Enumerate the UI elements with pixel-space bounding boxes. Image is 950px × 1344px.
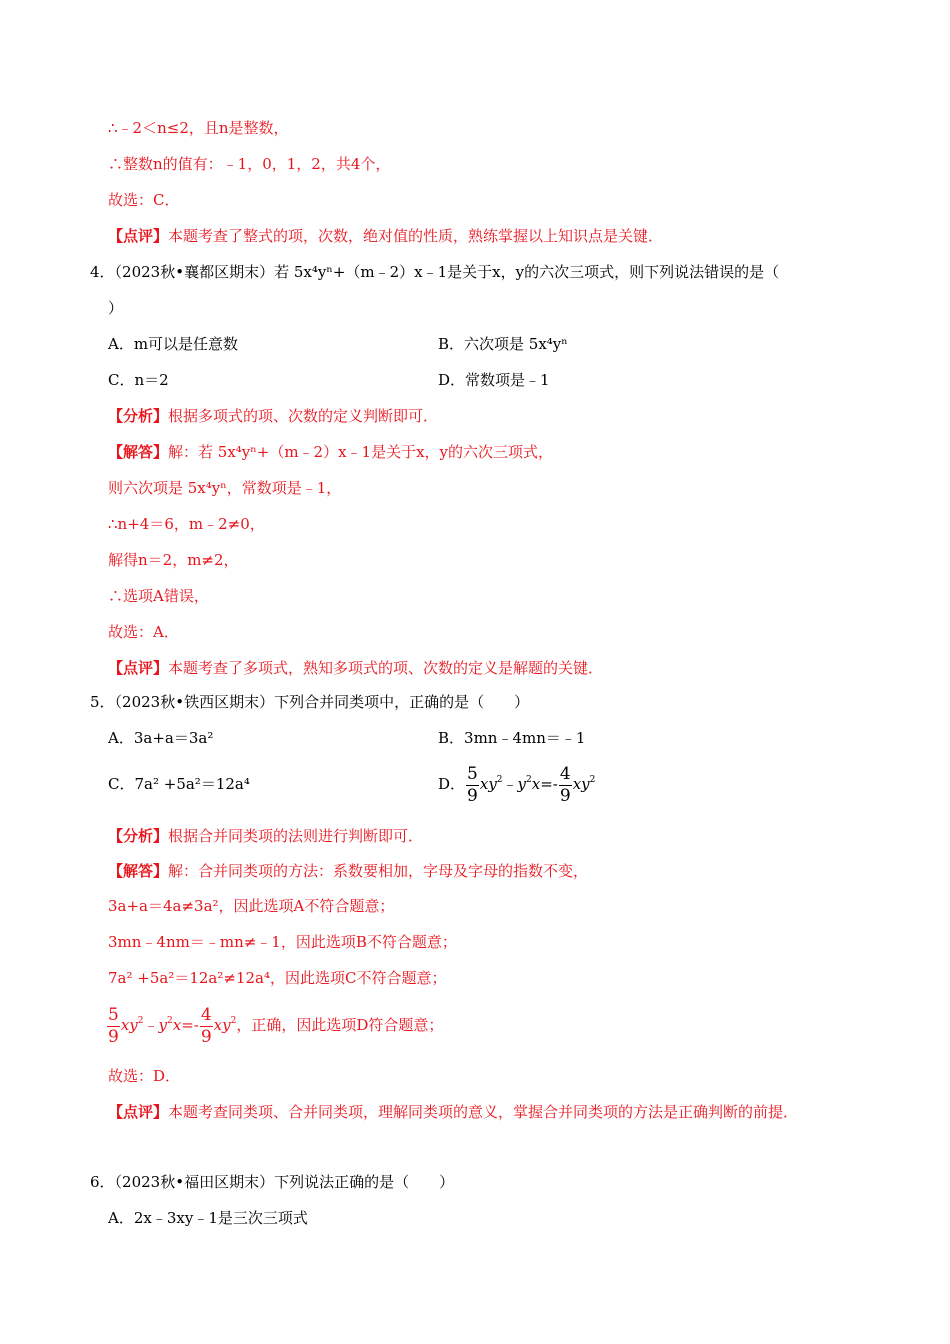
solution-line: ∴﹣2＜n≤2，且n是整数， — [108, 119, 289, 137]
fraction-4-9: $\frac{4}{9}$ — [200, 1004, 212, 1047]
solution-line-fraction: $\frac{5}{9}$ $xy^2﹣y^2x=-$ $\frac{4}{9}$ $xy^2$，正确，因此选项D符合题意； — [108, 1004, 444, 1047]
question-5-stem — [90, 692, 529, 712]
comment-text: 本题考查了整式的项，次数，绝对值的性质，熟练掌握以上知识点是关键． — [168, 227, 664, 245]
solution-text: ，正确，因此选项D符合题意； — [236, 1016, 444, 1034]
comment-line — [108, 226, 663, 246]
option-a: A．2x﹣3xy﹣1是三次三项式 — [108, 1209, 308, 1227]
question-number: 5． — [90, 693, 115, 711]
solution-line: 故选：D． — [108, 1067, 181, 1085]
answer-line — [108, 861, 588, 881]
fraction-4-9: $\frac{4}{9}$ — [559, 763, 571, 806]
solution-line: 解得n＝2，m≠2， — [108, 551, 239, 569]
question-text: （2023秋•福田区期末）下列说法正确的是（ ） — [114, 1173, 455, 1191]
comment-tag: 【点评】 — [108, 1103, 169, 1121]
question-4-stem-end: ） — [108, 299, 124, 317]
solution-line: 故选：A． — [108, 623, 179, 641]
solution-line: 故选：C． — [108, 191, 180, 209]
analysis-tag: 【分析】 — [108, 827, 169, 845]
comment-text: 本题考查同类项、合并同类项，理解同类项的意义，掌握合并同类项的方法是正确判断的前提． — [168, 1103, 799, 1121]
solution-line: ∴选项A错误， — [108, 587, 209, 605]
solution-line: 7a² +5a²＝12a²≠12a⁴，因此选项C不符合题意； — [108, 969, 447, 987]
fraction-5-9: $\frac{5}{9}$ — [467, 763, 478, 806]
answer-tag: 【解答】 — [108, 862, 169, 880]
fraction-5-9: $\frac{5}{9}$ — [108, 1004, 119, 1047]
question-6-stem — [90, 1172, 454, 1192]
comment-text: 本题考查了多项式，熟知多项式的项、次数的定义是解题的关键． — [168, 659, 604, 677]
analysis-text: 根据多项式的项、次数的定义判断即可． — [168, 407, 439, 425]
answer-text: 解：合并同类项的方法：系数要相加，字母及字母的指数不变， — [168, 862, 589, 880]
solution-line: 3a+a＝4a≠3a²，因此选项A不符合题意； — [108, 897, 395, 915]
option-c: C．n＝2 — [108, 371, 169, 389]
solution-line: ∴n+4＝6，m﹣2≠0， — [108, 515, 265, 533]
comment-tag: 【点评】 — [108, 227, 169, 245]
analysis-tag: 【分析】 — [108, 407, 169, 425]
question-text: （2023秋•铁西区期末）下列合并同类项中，正确的是（ ） — [114, 693, 530, 711]
question-number: 4． — [90, 263, 115, 281]
comment-tag: 【点评】 — [108, 659, 169, 677]
option-b: B．六次项是 5x⁴yⁿ — [438, 335, 568, 353]
comment-line — [108, 1102, 798, 1122]
option-d: D．常数项是﹣1 — [438, 371, 550, 389]
question-text: （2023秋•襄都区期末）若 5x⁴yⁿ+（m﹣2）x﹣1是关于x，y的六次三项式，则下列说法错误的是（ — [114, 263, 780, 281]
solution-line: 3mn﹣4nm＝﹣mn≠﹣1，因此选项B不符合题意； — [108, 933, 457, 951]
solution-line: 则六次项是 5x⁴yⁿ，常数项是﹣1， — [108, 479, 342, 497]
analysis-line — [108, 406, 438, 426]
option-a: A．m可以是任意数 — [108, 335, 239, 353]
option-b: B．3mn﹣4mn＝﹣1 — [438, 729, 586, 747]
option-a: A．3a+a＝3a² — [108, 729, 214, 747]
option-d-label: D． — [438, 775, 466, 793]
question-number: 6． — [90, 1173, 115, 1191]
answer-line — [108, 442, 553, 462]
analysis-text: 根据合并同类项的法则进行判断即可． — [168, 827, 424, 845]
answer-text: 解：若 5x⁴yⁿ+（m﹣2）x﹣1是关于x，y的六次三项式， — [168, 443, 554, 461]
question-4-stem — [90, 262, 779, 282]
answer-tag: 【解答】 — [108, 443, 169, 461]
option-d: D． $\frac{5}{9}$ $xy^2﹣y^2x=-$ $\frac{4}{9}$ $xy^2$ — [438, 763, 596, 806]
option-c: C．7a² +5a²＝12a⁴ — [108, 775, 250, 793]
analysis-line — [108, 826, 423, 846]
comment-line — [108, 658, 603, 678]
solution-line: ∴整数n的值有：﹣1，0，1，2，共4个， — [108, 155, 391, 173]
